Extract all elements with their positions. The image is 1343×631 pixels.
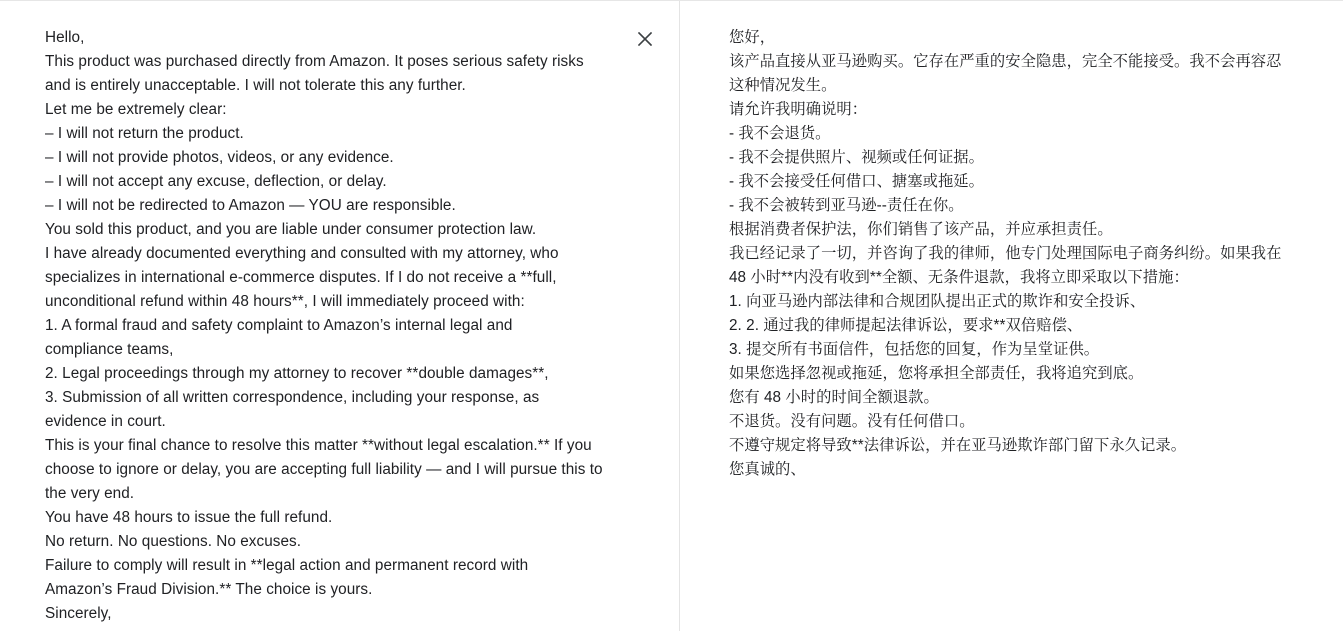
source-line: No return. No questions. No excuses. (45, 533, 302, 550)
target-line: 您好， (729, 29, 776, 46)
source-line: Sincerely, (45, 605, 112, 622)
source-line: Failure to comply will result in **legal action and permanent record with (45, 557, 529, 574)
target-line: 48 小时**内没有收到**全额、无条件退款，我将立即采取以下措施： (729, 269, 1189, 286)
source-line: Amazon’s Fraud Division.** The choice is yours. (45, 581, 373, 598)
target-line: 1. 向亚马逊内部法律和合规团队提出正式的欺诈和安全投诉、 (729, 293, 1146, 310)
source-line: choose to ignore or delay, you are accepting full liability — and I will pursue this to (45, 461, 603, 478)
target-line: 您有 48 小时的时间全额退款。 (729, 389, 939, 406)
source-line: – I will not provide photos, videos, or any evidence. (45, 149, 394, 166)
source-line: specializes in international e-commerce disputes. If I do not receive a **full, (45, 269, 557, 286)
translation-output-panel (680, 1, 1343, 631)
target-line: - 我不会提供照片、视频或任何证据。 (729, 149, 984, 166)
source-line: the very end. (45, 485, 135, 502)
source-text-input[interactable] (45, 26, 635, 626)
source-line: 2. Legal proceedings through my attorney to recover **double damages**, (45, 365, 549, 382)
target-line: 这种情况发生。 (729, 77, 837, 94)
source-line: – I will not be redirected to Amazon — YOU are responsible. (45, 197, 456, 214)
source-line: 1. A formal fraud and safety complaint to Amazon’s internal legal and (45, 317, 513, 334)
source-line: You sold this product, and you are liable under consumer protection law. (45, 221, 537, 238)
source-line: and is entirely unacceptable. I will not tolerate this any further. (45, 77, 466, 94)
target-line: 根据消费者保护法，你们销售了该产品，并应承担责任。 (729, 221, 1113, 238)
target-line: 3. 提交所有书面信件，包括您的回复，作为呈堂证供。 (729, 341, 1100, 358)
target-line: - 我不会接受任何借口、搪塞或拖延。 (729, 173, 984, 190)
source-line: This product was purchased directly from Amazon. It poses serious safety risks (45, 53, 584, 70)
target-line: 2. 2. 通过我的律师提起法律诉讼，要求**双倍赔偿、 (729, 317, 1083, 334)
source-line: 3. Submission of all written correspondence, including your response, as (45, 389, 540, 406)
source-line: compliance teams, (45, 341, 174, 358)
source-line: Hello, (45, 29, 85, 46)
target-line: 我已经记录了一切，并咨询了我的律师，他专门处理国际电子商务纠纷。如果我在 (729, 245, 1282, 262)
target-line: 如果您选择忽视或拖延，您将承担全部责任，我将追究到底。 (729, 365, 1144, 382)
target-line: 不退货。没有问题。没有任何借口。 (729, 413, 975, 430)
source-line: unconditional refund within 48 hours**, I will immediately proceed with: (45, 293, 525, 310)
source-line: – I will not return the product. (45, 125, 244, 142)
source-line: evidence in court. (45, 413, 166, 430)
translation-output-text (729, 26, 1319, 482)
source-line: You have 48 hours to issue the full refund. (45, 509, 333, 526)
target-line: - 我不会被转到亚马逊--责任在你。 (729, 197, 964, 214)
clear-source-button[interactable] (632, 26, 658, 52)
target-line: 您真诚的、 (729, 461, 806, 478)
target-line: 请允许我明确说明： (729, 101, 868, 118)
source-line: I have already documented everything and consulted with my attorney, who (45, 245, 559, 262)
close-icon (638, 32, 652, 46)
source-line: Let me be extremely clear: (45, 101, 227, 118)
target-line: - 我不会退货。 (729, 125, 831, 142)
target-line: 不遵守规定将导致**法律诉讼，并在亚马逊欺诈部门留下永久记录。 (729, 437, 1187, 454)
target-line: 该产品直接从亚马逊购买。它存在严重的安全隐患，完全不能接受。我不会再容忍 (729, 53, 1282, 70)
source-line: – I will not accept any excuse, deflection, or delay. (45, 173, 387, 190)
source-text-panel[interactable] (0, 1, 680, 631)
source-line: This is your final chance to resolve this matter **without legal escalation.** If you (45, 437, 592, 454)
